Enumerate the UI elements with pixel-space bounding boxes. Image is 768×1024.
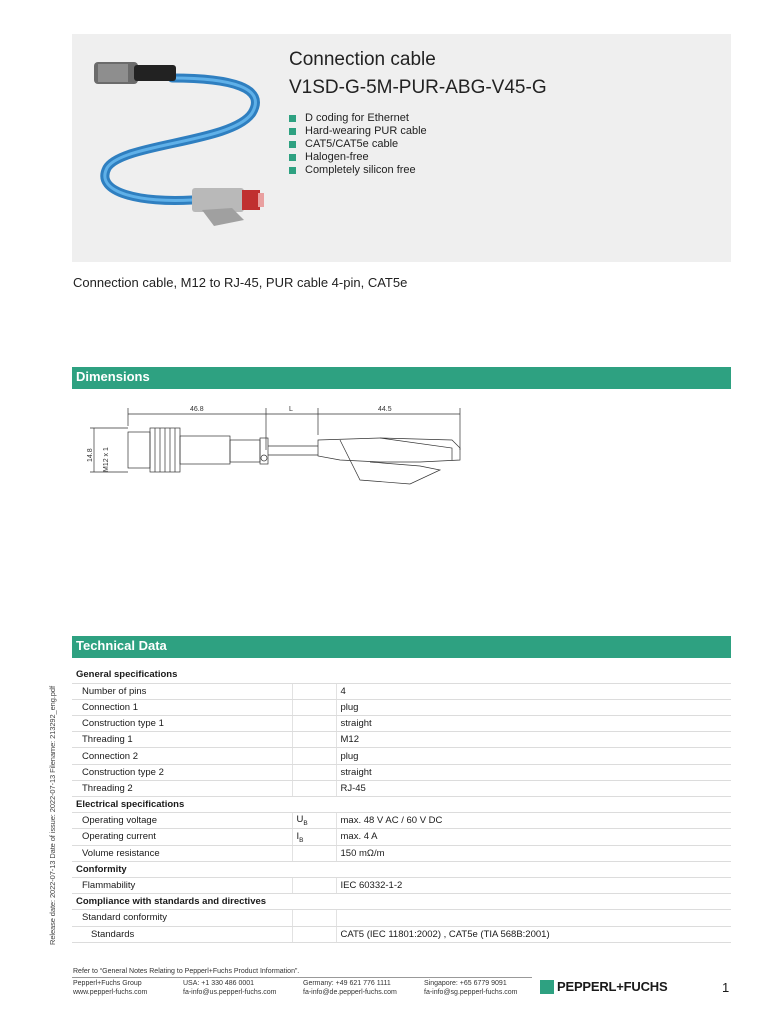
technical-data-table [72,667,731,943]
product-description: Connection cable, M12 to RJ-45, PUR cable 4-pin, CAT5e [73,275,408,290]
bullet-square-icon [289,154,296,161]
dim-label-thread: M12 x 1 [103,447,110,472]
footer-divider [72,977,532,978]
bullet-square-icon [289,115,296,122]
feature-item: Hard-wearing PUR cable [289,125,427,138]
logo-mark-icon [540,980,554,994]
table-group-header: Electrical specifications [72,797,731,813]
table-row: Threading 2 RJ-45 [72,780,731,796]
footer-col-group: Pepperl+Fuchs Group www.pepperl-fuchs.com [73,980,148,996]
section-header-technical-data: Technical Data [72,636,731,658]
table-row: Operating voltage $U_B$ max. 48 V AC / 60 V DC [72,813,731,829]
product-title-line1: Connection cable [289,49,436,70]
dim-label-left: 46.8 [190,406,204,413]
table-group-header: General specifications [72,667,731,683]
product-image [82,48,282,253]
table-row: Number of pins 4 [72,683,731,699]
table-row: Operating current $I_B$ max. 4 A [72,829,731,845]
bullet-square-icon [289,128,296,135]
symbol-cell: $I_B$ [292,829,336,845]
footer-link-website[interactable]: www.pepperl-fuchs.com [73,989,148,996]
table-row: Construction type 2 straight [72,764,731,780]
footer-col-usa: USA: +1 330 486 0001 fa-info@us.pepperl-fuchs.com [183,980,277,996]
dim-label-mid: L [289,406,293,413]
footer-col-singapore: Singapore: +65 6779 9091 fa-info@sg.pepperl-fuchs.com [424,980,518,996]
feature-list [289,112,427,177]
feature-item: D coding for Ethernet [289,112,427,125]
footer-note: Refer to “General Notes Relating to Pepperl+Fuchs Product Information”. [73,968,300,975]
table-row: Volume resistance 150 mΩ/m [72,845,731,861]
feature-item: Completely silicon free [289,164,427,177]
table-group-header: Conformity [72,861,731,877]
release-info-sidebar: Release date: 2022-07-13 Date of issue: 2022-07-13 Filename: 213292_eng.pdf [48,686,57,945]
company-logo: PEPPERL+FUCHS [540,979,667,994]
product-title-line2: V1SD-G-5M-PUR-ABG-V45-G [289,77,547,98]
feature-item: Halogen-free [289,151,427,164]
table-row: Connection 1 plug [72,699,731,715]
table-row: Standards CAT5 (IEC 11801:2002) , CAT5e (TIA 568B:2001) [72,926,731,942]
symbol-cell: $U_B$ [292,813,336,829]
footer-col-germany: Germany: +49 621 776 1111 fa-info@de.pepperl-fuchs.com [303,980,397,996]
table-row: Construction type 1 straight [72,716,731,732]
bullet-square-icon [289,167,296,174]
footer-link-email-us[interactable]: fa-info@us.pepperl-fuchs.com [183,989,277,996]
footer-link-email-de[interactable]: fa-info@de.pepperl-fuchs.com [303,989,397,996]
section-header-dimensions: Dimensions [72,367,731,389]
bullet-square-icon [289,141,296,148]
table-subgroup-header: Standard conformity [72,910,731,926]
feature-item: CAT5/CAT5e cable [289,138,427,151]
table-group-header: Compliance with standards and directives [72,894,731,910]
page-number: 1 [722,980,730,995]
dimension-drawing [80,400,480,500]
dim-label-height: 14.8 [87,448,94,462]
product-hero [72,34,731,262]
table-row: Flammability IEC 60332-1-2 [72,877,731,893]
table-row: Connection 2 plug [72,748,731,764]
dim-label-right: 44.5 [378,406,392,413]
footer-link-email-sg[interactable]: fa-info@sg.pepperl-fuchs.com [424,989,518,996]
table-row: Threading 1 M12 [72,732,731,748]
